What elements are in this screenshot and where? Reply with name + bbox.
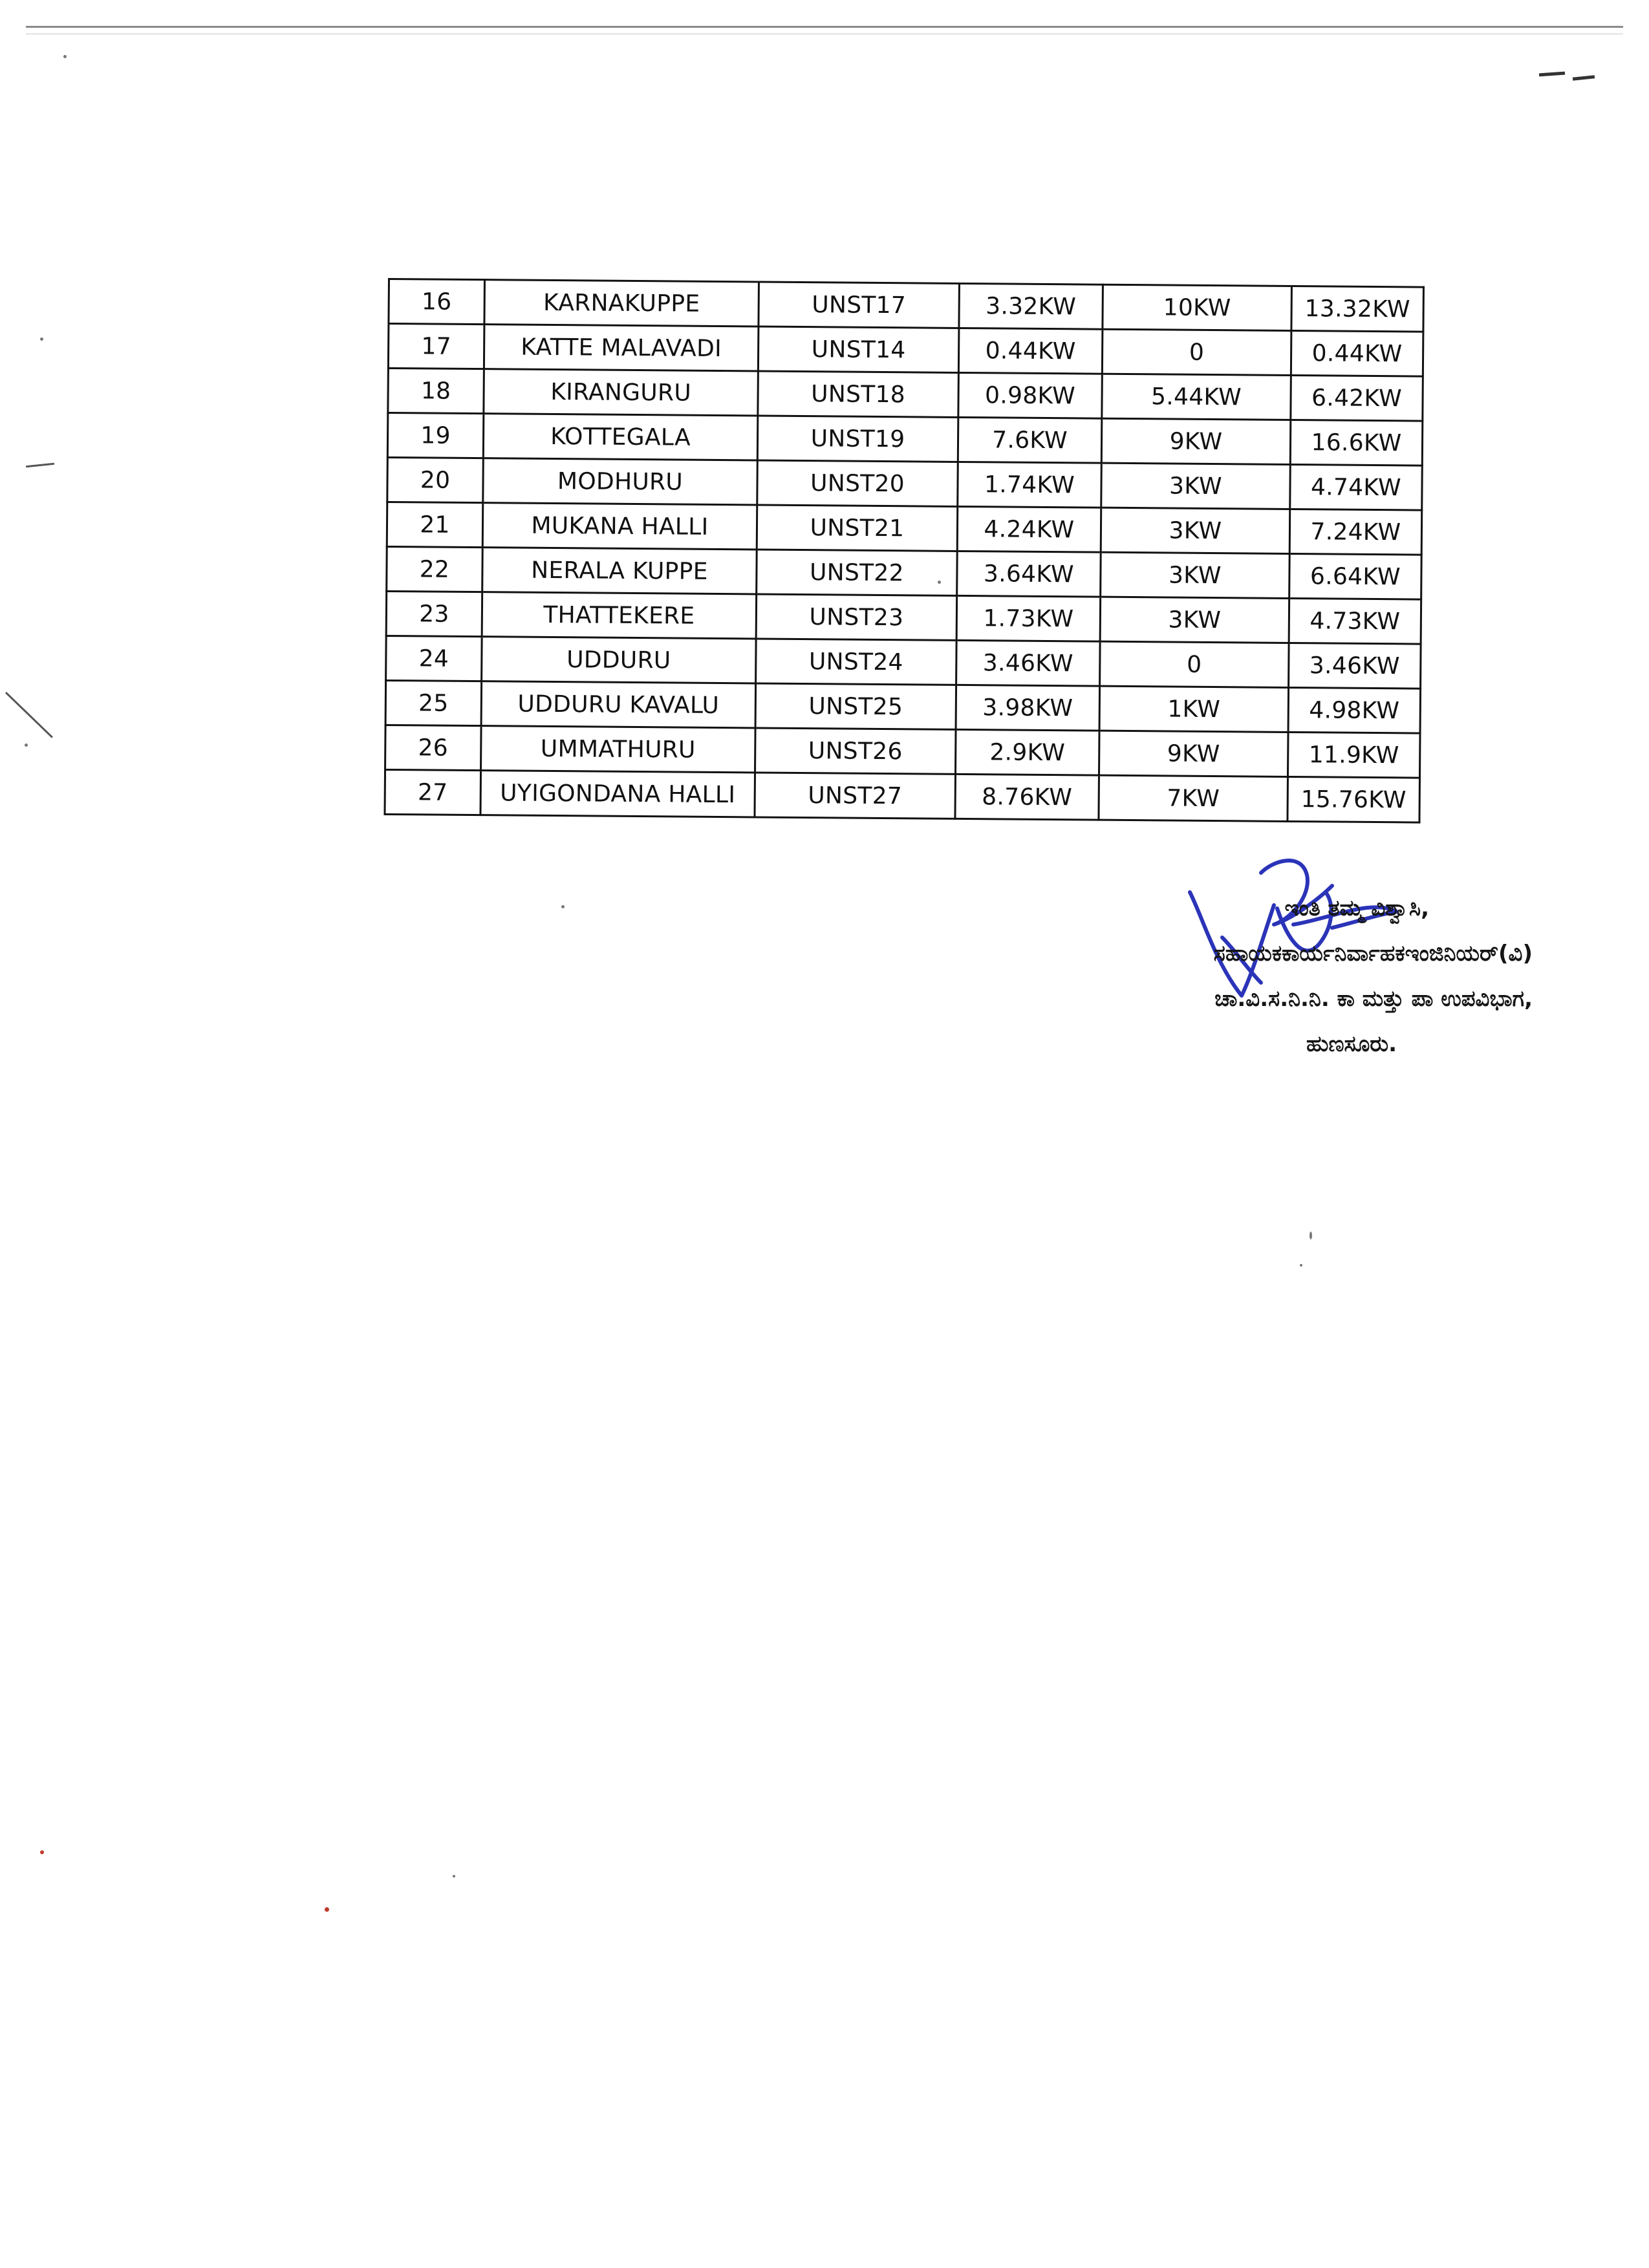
cell-value-2: 3KW [1101, 463, 1291, 509]
scan-speck [1300, 1264, 1302, 1267]
table-row [386, 591, 1421, 644]
signatory-office: ಚಾ.ವಿ.ಸ.ನಿ.ನಿ. ಕಾ ಮತ್ತು ಪಾ ಉಪವಿಭಾಗ, [1214, 986, 1533, 1012]
cell-serial: 27 [385, 769, 481, 815]
table-row [387, 546, 1421, 599]
cell-code: UNST23 [756, 594, 957, 640]
scan-speck [561, 905, 565, 908]
signatory-designation: ಸಹಾಯಕಕಾರ್ಯನಿರ್ವಾಹಕಇಂಜಿನಿಯರ್(ವಿ) [1213, 941, 1533, 967]
cell-total: 16.6KW [1290, 420, 1423, 465]
cell-code: UNST17 [759, 282, 960, 328]
cell-serial: 19 [387, 413, 484, 458]
cell-serial: 21 [387, 502, 483, 548]
cell-serial: 25 [385, 680, 482, 725]
scan-speck [63, 55, 67, 58]
cell-value-2: 3KW [1101, 552, 1290, 598]
cell-value-1: 3.32KW [959, 283, 1103, 329]
cell-value-1: 4.24KW [957, 506, 1101, 552]
scan-border-line [26, 26, 1623, 28]
cell-code: UNST27 [755, 773, 956, 818]
cell-serial: 26 [385, 725, 482, 770]
table-row [385, 769, 1419, 822]
cell-village: UMMATHURU [481, 726, 756, 773]
cell-serial: 20 [387, 458, 484, 503]
cell-serial: 17 [388, 324, 484, 369]
scan-mark [1539, 72, 1565, 77]
cell-value-1: 1.74KW [958, 462, 1102, 508]
cell-code: UNST25 [755, 683, 956, 729]
table-row [387, 458, 1422, 511]
cell-serial: 16 [389, 279, 485, 325]
cell-total: 3.46KW [1289, 643, 1421, 689]
cell-value-2: 3KW [1100, 597, 1289, 643]
scan-speck [40, 1850, 44, 1854]
cell-village: KATTE MALAVADI [484, 325, 759, 371]
cell-serial: 24 [386, 636, 482, 681]
capacity-table [383, 278, 1424, 824]
table-row [388, 324, 1423, 377]
cell-total: 4.98KW [1288, 687, 1421, 733]
cell-code: UNST20 [757, 460, 958, 506]
cell-village: KARNAKUPPE [484, 280, 759, 326]
scan-mark [1573, 75, 1595, 81]
table-row [387, 413, 1422, 466]
table-row [388, 369, 1423, 422]
cell-village: THATTEKERE [482, 592, 757, 639]
cell-total: 6.42KW [1291, 375, 1423, 421]
cell-code: UNST24 [756, 639, 957, 685]
cell-serial: 23 [386, 591, 482, 636]
cell-value-1: 3.46KW [956, 640, 1101, 686]
cell-village: UDDURU KAVALU [481, 681, 756, 728]
cell-code: UNST19 [757, 416, 958, 462]
table-row [385, 680, 1420, 733]
cell-value-1: 8.76KW [955, 774, 1099, 820]
cell-value-2: 10KW [1103, 284, 1292, 330]
cell-serial: 22 [387, 546, 483, 592]
table-row [386, 636, 1421, 689]
table-row [389, 279, 1423, 332]
cell-value-1: 2.9KW [955, 729, 1099, 775]
cell-value-1: 1.73KW [956, 595, 1101, 641]
table-row [387, 502, 1421, 555]
cell-value-2: 5.44KW [1102, 374, 1291, 420]
signatory-block [886, 886, 1533, 1067]
scan-speck [1310, 1232, 1312, 1239]
cell-total: 13.32KW [1291, 286, 1424, 332]
scan-speck [40, 337, 43, 341]
cell-village: MUKANA HALLI [482, 503, 757, 550]
cell-value-2: 3KW [1101, 508, 1290, 553]
cell-code: UNST21 [757, 505, 958, 551]
cell-code: UNST22 [757, 550, 958, 595]
cell-village: KIRANGURU [484, 369, 759, 416]
cell-value-2: 9KW [1101, 418, 1291, 464]
cell-value-2: 0 [1100, 641, 1289, 687]
cell-village: MODHURU [483, 458, 758, 505]
table-body [385, 279, 1423, 823]
cell-value-1: 0.44KW [958, 328, 1103, 374]
cell-code: UNST26 [755, 728, 956, 774]
cell-value-2: 9KW [1099, 731, 1288, 776]
cell-total: 15.76KW [1288, 776, 1420, 822]
cell-village: UYIGONDANA HALLI [480, 771, 755, 817]
cell-value-1: 3.64KW [957, 551, 1101, 597]
cell-value-1: 3.98KW [956, 685, 1100, 731]
scan-mark [5, 692, 53, 738]
cell-value-2: 1KW [1099, 686, 1289, 732]
scan-speck [25, 744, 28, 747]
cell-code: UNST18 [758, 371, 959, 417]
cell-total: 4.74KW [1290, 464, 1423, 510]
cell-value-1: 7.6KW [958, 417, 1102, 463]
cell-village: NERALA KUPPE [482, 548, 757, 594]
signatory-location: ಹುಣಸೂರು. [1306, 1031, 1397, 1057]
cell-total: 6.64KW [1289, 553, 1422, 599]
table-row [385, 725, 1420, 778]
cell-value-2: 7KW [1099, 775, 1288, 821]
scan-speck [325, 1907, 329, 1912]
cell-value-1: 0.98KW [958, 372, 1103, 418]
cell-value-2: 0 [1102, 329, 1291, 375]
cell-village: UDDURU [482, 637, 757, 683]
cell-village: KOTTEGALA [483, 414, 758, 460]
scan-mark [26, 463, 54, 468]
cell-total: 0.44KW [1291, 330, 1423, 376]
scan-speck [453, 1875, 455, 1878]
cell-serial: 18 [388, 369, 484, 414]
cell-code: UNST14 [758, 326, 959, 372]
cell-total: 7.24KW [1289, 509, 1422, 555]
closing-salutation: ಇಂತಿ ತಮ್ಮ ವಿಶ್ವಾಸಿ, [1284, 895, 1429, 921]
cell-total: 4.73KW [1289, 598, 1421, 644]
cell-total: 11.9KW [1288, 732, 1420, 778]
